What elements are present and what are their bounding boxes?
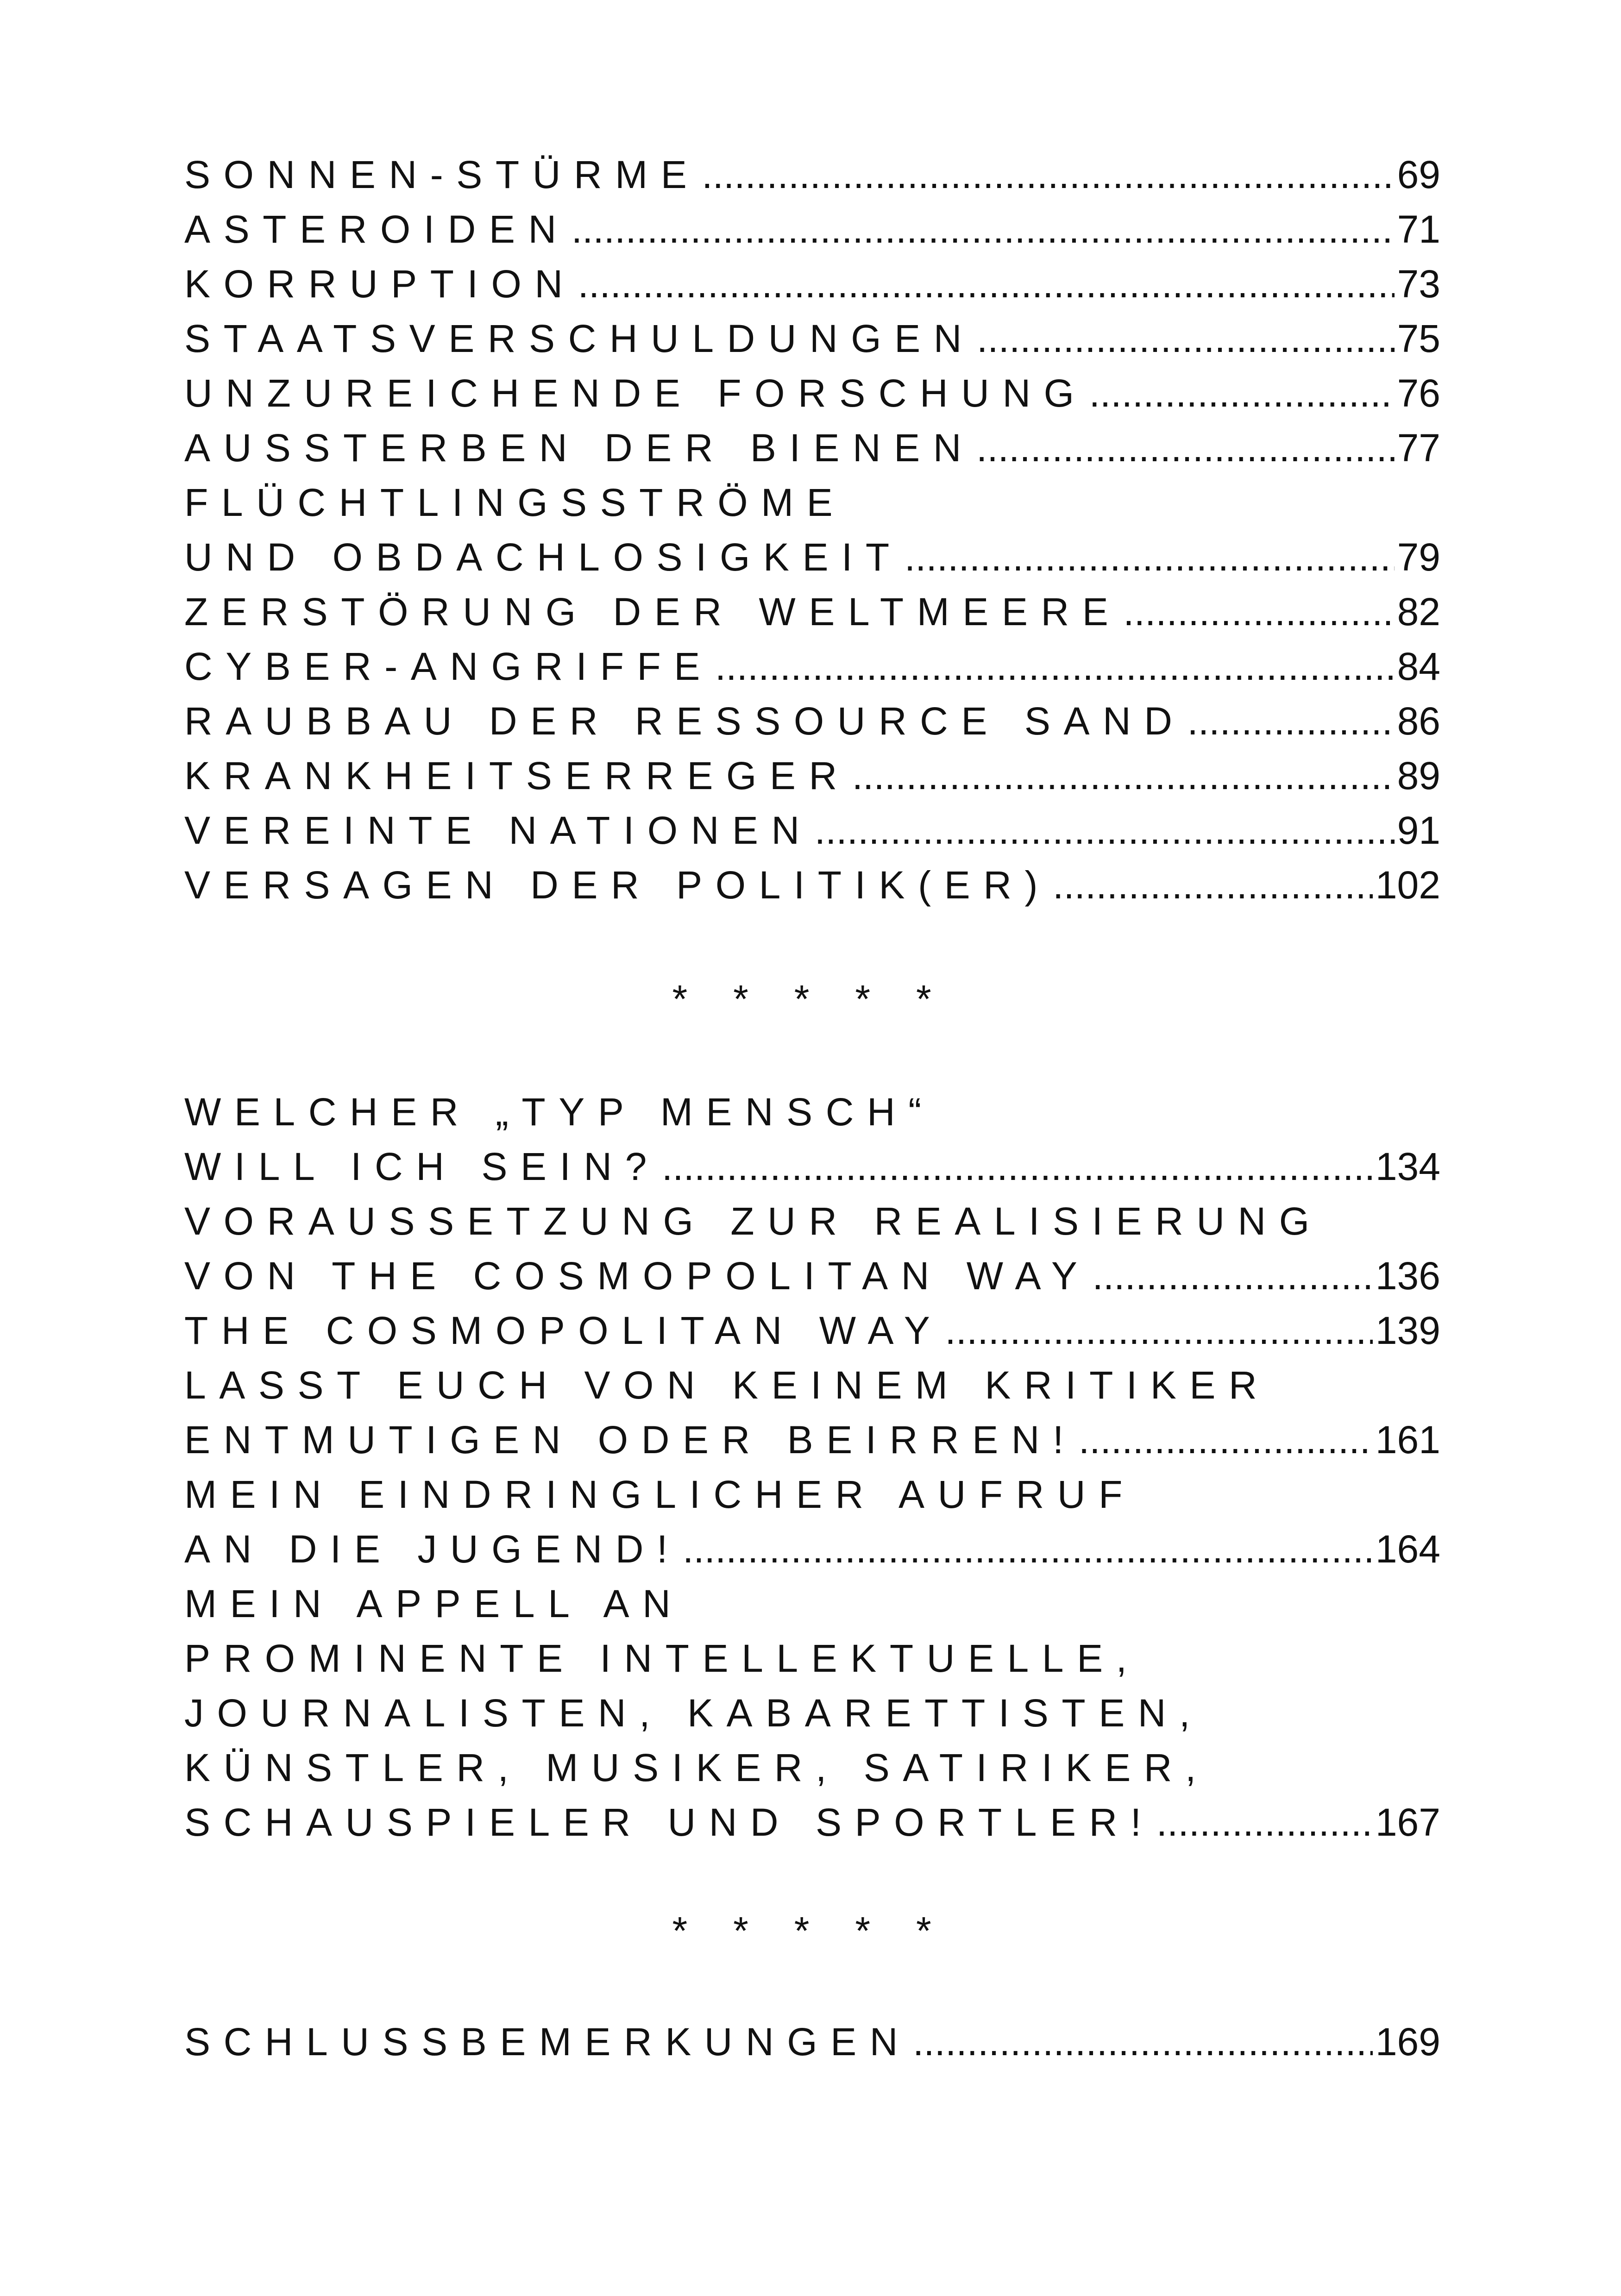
dot-leader	[1092, 1248, 1372, 1303]
entry-title: FLÜCHTLINGSSTRÖME	[184, 481, 846, 524]
toc-entry	[184, 748, 1440, 803]
toc-section-2	[184, 1085, 1440, 1850]
dot-leader	[715, 639, 1395, 694]
entry-title: MEIN APPELL AN	[184, 1582, 684, 1625]
toc-entry	[184, 257, 1440, 311]
entry-title: UND OBDACHLOSIGKEIT	[184, 535, 903, 579]
dot-leader	[905, 530, 1395, 584]
entry-title: KÜNSTLER, MUSIKER, SATIRIKER,	[184, 1746, 1209, 1789]
toc-entry	[184, 803, 1440, 858]
toc-entry	[184, 1412, 1440, 1467]
page-number: 169	[1375, 2020, 1440, 2064]
dot-leader	[852, 748, 1395, 803]
page-number: 86	[1397, 699, 1440, 743]
page-number: 75	[1397, 317, 1440, 360]
toc-entry	[184, 1303, 1440, 1358]
dot-leader	[815, 803, 1395, 858]
toc-entry	[184, 858, 1440, 912]
toc-entry	[184, 311, 1440, 366]
page-number: 73	[1397, 262, 1440, 306]
page-number: 164	[1375, 1527, 1440, 1571]
entry-title: ZERSTÖRUNG DER WELTMEERE	[184, 590, 1122, 634]
entry-title: LASST EUCH VON KEINEM KRITIKER	[184, 1363, 1270, 1407]
toc-entry	[184, 1795, 1440, 1850]
page-number: 82	[1397, 590, 1440, 634]
page-number: 69	[1397, 153, 1440, 196]
toc-entry	[184, 694, 1440, 748]
page-number: 71	[1397, 207, 1440, 251]
toc-entry	[184, 202, 1440, 257]
dot-leader	[1156, 1795, 1373, 1850]
dot-leader	[913, 2014, 1373, 2069]
page-number: 89	[1397, 754, 1440, 797]
entry-title: VEREINTE NATIONEN	[184, 809, 813, 852]
toc-entry	[184, 147, 1440, 202]
entry-title: AN DIE JUGEND!	[184, 1527, 681, 1571]
toc-entry-line	[184, 1576, 1440, 1631]
dot-leader	[977, 311, 1395, 366]
toc-entry-line	[184, 475, 1440, 530]
dot-leader	[976, 420, 1395, 475]
toc-entry-line	[184, 1686, 1440, 1740]
dot-leader	[1089, 366, 1395, 420]
toc-entry	[184, 1248, 1440, 1303]
entry-title: AUSSTERBEN DER BIENEN	[184, 426, 974, 470]
page-number: 77	[1397, 426, 1440, 470]
entry-title: CYBER-ANGRIFFE	[184, 645, 713, 688]
entry-title: ENTMUTIGEN ODER BEIRREN!	[184, 1418, 1077, 1462]
entry-title: SCHAUSPIELER UND SPORTLER!	[184, 1800, 1155, 1844]
dot-leader	[1187, 694, 1395, 748]
toc-entry	[184, 584, 1440, 639]
page-number: 161	[1375, 1418, 1440, 1462]
toc-entry-line	[184, 1740, 1440, 1795]
entry-title: UNZUREICHENDE FORSCHUNG	[184, 371, 1087, 415]
page-number: 91	[1397, 809, 1440, 852]
entry-title: RAUBBAU DER RESSOURCE SAND	[184, 699, 1186, 743]
entry-title: SCHLUSSBEMERKUNGEN	[184, 2020, 911, 2064]
toc-entry	[184, 530, 1440, 584]
toc-entry	[184, 1139, 1440, 1194]
page-number: 79	[1397, 535, 1440, 579]
entry-title: KORRUPTION	[184, 262, 576, 306]
page-number: 84	[1397, 645, 1440, 688]
entry-title: WELCHER „TYP MENSCH“	[184, 1090, 935, 1134]
entry-title: THE COSMOPOLITAN WAY	[184, 1309, 943, 1352]
toc-entry	[184, 639, 1440, 694]
toc-entry-line	[184, 1358, 1440, 1412]
section-separator: * * * * *	[672, 977, 949, 1021]
section-separator: * * * * *	[672, 1909, 949, 1952]
page-number: 136	[1375, 1254, 1440, 1298]
toc-entry	[184, 2014, 1440, 2069]
entry-title: WILL ICH SEIN?	[184, 1145, 660, 1188]
toc-entry-line	[184, 1194, 1440, 1248]
dot-leader	[572, 202, 1395, 257]
dot-leader	[662, 1139, 1373, 1194]
entry-title: VON THE COSMOPOLITAN WAY	[184, 1254, 1091, 1298]
page-number: 134	[1375, 1145, 1440, 1188]
entry-title: VORAUSSETZUNG ZUR REALISIERUNG	[184, 1199, 1323, 1243]
toc-section-1	[184, 147, 1440, 912]
entry-title: KRANKHEITSERREGER	[184, 754, 850, 797]
page-number: 167	[1375, 1800, 1440, 1844]
page-number: 76	[1397, 371, 1440, 415]
toc-section-3	[184, 2014, 1440, 2069]
dot-leader	[1053, 858, 1373, 912]
dot-leader	[578, 257, 1395, 311]
dot-leader	[1123, 584, 1394, 639]
entry-title: MEIN EINDRINGLICHER AUFRUF	[184, 1473, 1136, 1516]
dot-leader	[945, 1303, 1372, 1358]
entry-title: ASTEROIDEN	[184, 207, 570, 251]
dot-leader	[702, 147, 1394, 202]
toc-entry-line	[184, 1467, 1440, 1522]
entry-title: STAATSVERSCHULDUNGEN	[184, 317, 975, 360]
dot-leader	[1079, 1412, 1373, 1467]
toc-entry	[184, 420, 1440, 475]
page-number: 139	[1375, 1309, 1440, 1352]
entry-title: SONNEN-STÜRME	[184, 153, 700, 196]
toc-entry	[184, 1522, 1440, 1576]
dot-leader	[683, 1522, 1373, 1576]
entry-title: VERSAGEN DER POLITIK(ER)	[184, 863, 1051, 907]
entry-title: PROMINENTE INTELLEKTUELLE,	[184, 1637, 1140, 1680]
entry-title: JOURNALISTEN, KABARETTISTEN,	[184, 1691, 1203, 1735]
page-number: 102	[1375, 863, 1440, 907]
toc-entry-line	[184, 1085, 1440, 1139]
toc-entry	[184, 366, 1440, 420]
toc-entry-line	[184, 1631, 1440, 1686]
